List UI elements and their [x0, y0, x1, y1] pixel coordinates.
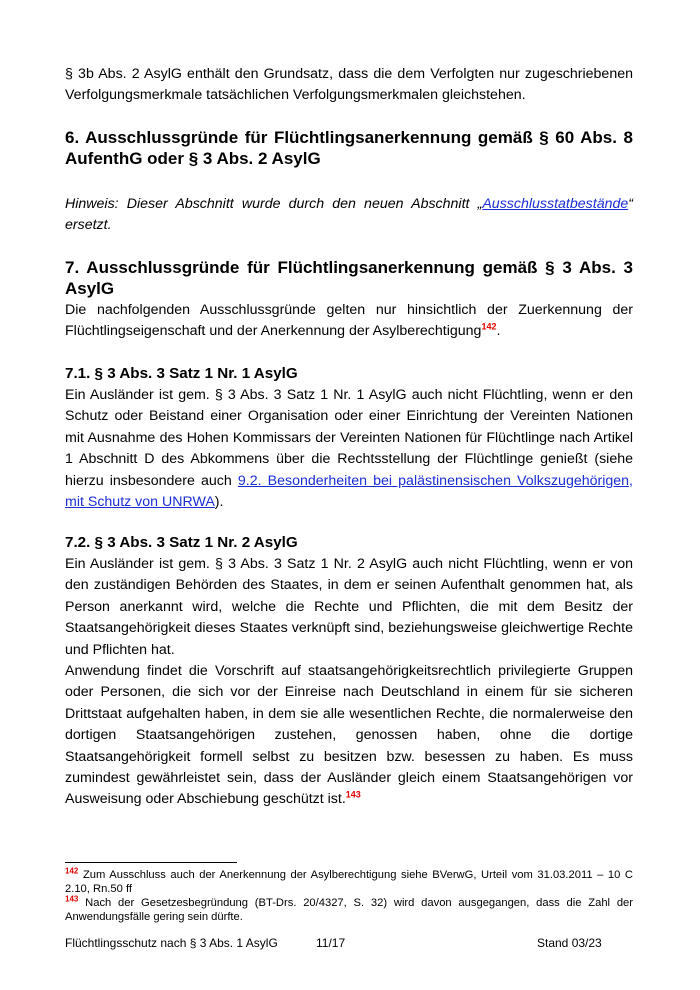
section-7: [65, 257, 633, 343]
footnote-separator: [65, 862, 237, 863]
section-7-2-para-1: Ein Ausländer ist gem. § 3 Abs. 3 Satz 1 Nr. 2 AsylG auch nicht Flüchtling, wenn er von den zuständigen Behörden des Staates, in dem er seinen Aufenthalt genommen hat, als Person anerkannt wird, welche die Rechte und Pflichten, die mit dem Besitz der Staatsangehörigkeit dieses Staates verknüpft sind, beziehungsweise gleichwertige Rechte und Pflichten hat.: [65, 556, 633, 658]
section-6: [65, 127, 633, 169]
footnote-ref-143[interactable]: 143: [345, 789, 361, 800]
footnote-number: 143: [65, 894, 79, 904]
section-7-heading: 7. Ausschlussgründe für Flüchtlingsanerkennung gemäß § 3 Abs. 3 AsylG: [65, 258, 633, 298]
section-7-2-para-2-body: Anwendung findet die Vorschrift auf staatsangehörigkeitsrechtlich privilegierte Gruppen oder Personen, die sich vor der Einreise nach Deutschland in einem für sie sicheren Drittstaat aufgehalten haben, in dem sie alle wesentlichen Rechte, die normalerweise den dortigen Staatsangehörigen zustehen, genossen haben, ohne die dortige Staatsangehörigkeit formell selbst zu besitzen bzw. besessen zu haben. Es muss zumindest gewährleistet sein, dass der Ausländer gleich einem Staatsangehörigen vor Ausweisung oder Abschiebung geschützt ist.: [65, 663, 633, 808]
section-6-heading: 6. Ausschlussgründe für Flüchtlingsanerkennung gemäß § 60 Abs. 8 AufenthG oder § 3 Abs. 2 AsylG: [65, 128, 633, 168]
footer-date: Stand 03/23: [537, 936, 602, 950]
section-7-1-text-end: ).: [214, 494, 224, 511]
section-7-2-para-2: [65, 661, 633, 811]
footnote-ref-142[interactable]: 142: [481, 321, 497, 332]
section-7-1-text-body: Ein Ausländer ist gem. § 3 Abs. 3 Satz 1 Nr. 1 AsylG auch nicht Flüchtling, wenn er den Schutz oder Beistand einer Organisation oder einer Einrichtung der Vereinten Nationen mit Ausnahme des Hohen Kommissars der Vereinten Nationen für Flüchtlinge nach Artikel 1 Abschnitt D des Abkommens über die Rechtsstellung der Flüchtlinge genießt (siehe hierzu insbesondere auch: [65, 387, 633, 489]
intro-paragraph: [65, 64, 633, 107]
footer-title: Flüchtlingsschutz nach § 3 Abs. 1 AsylG: [65, 936, 278, 950]
link-unrwa-section[interactable]: 9.2. Besonderheiten bei palästinensischen Volkszugehörigen, mit Schutz von UNRWA: [65, 472, 633, 511]
intro-text: § 3b Abs. 2 AsylG enthält den Grundsatz, dass die dem Verfolgten nur zugeschriebenen Verfolgungsmerkmale tatsächlichen Verfolgungsmerkmalen gleichstehen.: [65, 66, 633, 104]
section-7-1-heading: 7.1. § 3 Abs. 3 Satz 1 Nr. 1 AsylG: [65, 365, 298, 382]
footnotes: [65, 868, 633, 924]
section-7-1-text: [65, 385, 633, 513]
link-ausschlusstatbestaende[interactable]: Ausschlusstatbestände: [482, 196, 629, 212]
section-7-text-body: Die nachfolgenden Ausschlussgründe gelten nur hinsichtlich der Zuerkennung der Flüchtlingseigenschaft und der Anerkennung der Asylberechtigung: [65, 302, 633, 340]
footnote-text: Zum Ausschluss auch der Anerkennung der Asylberechtigung siehe BVerwG, Urteil vom 31.03.2011 – 10 C 2.10, Rn.50 ff: [65, 869, 634, 895]
footer-page-number: 11/17: [316, 936, 346, 950]
section-7-text-end: .: [496, 323, 501, 340]
section-7-2: [65, 533, 633, 811]
footnote-text: Nach der Gesetzesbegründung (BT-Drs. 20/4327, S. 32) wird davon ausgegangen, dass die Zahl der Anwendungsfälle gering sein dürfte.: [65, 897, 633, 923]
hint-text-before: Hinweis: Dieser Abschnitt wurde durch den neuen Abschnitt „: [65, 196, 483, 212]
hint-text: [65, 194, 633, 237]
section-7-text: [65, 300, 633, 343]
footnote-number: 142: [65, 866, 79, 876]
footnote-142: [65, 868, 633, 896]
section-7-2-heading: 7.2. § 3 Abs. 3 Satz 1 Nr. 2 AsylG: [65, 534, 298, 551]
hint-text-after: “ ersetzt.: [65, 196, 633, 234]
section-6-hint: [65, 194, 633, 237]
section-7-1: [65, 364, 633, 513]
footnote-143: [65, 896, 633, 924]
